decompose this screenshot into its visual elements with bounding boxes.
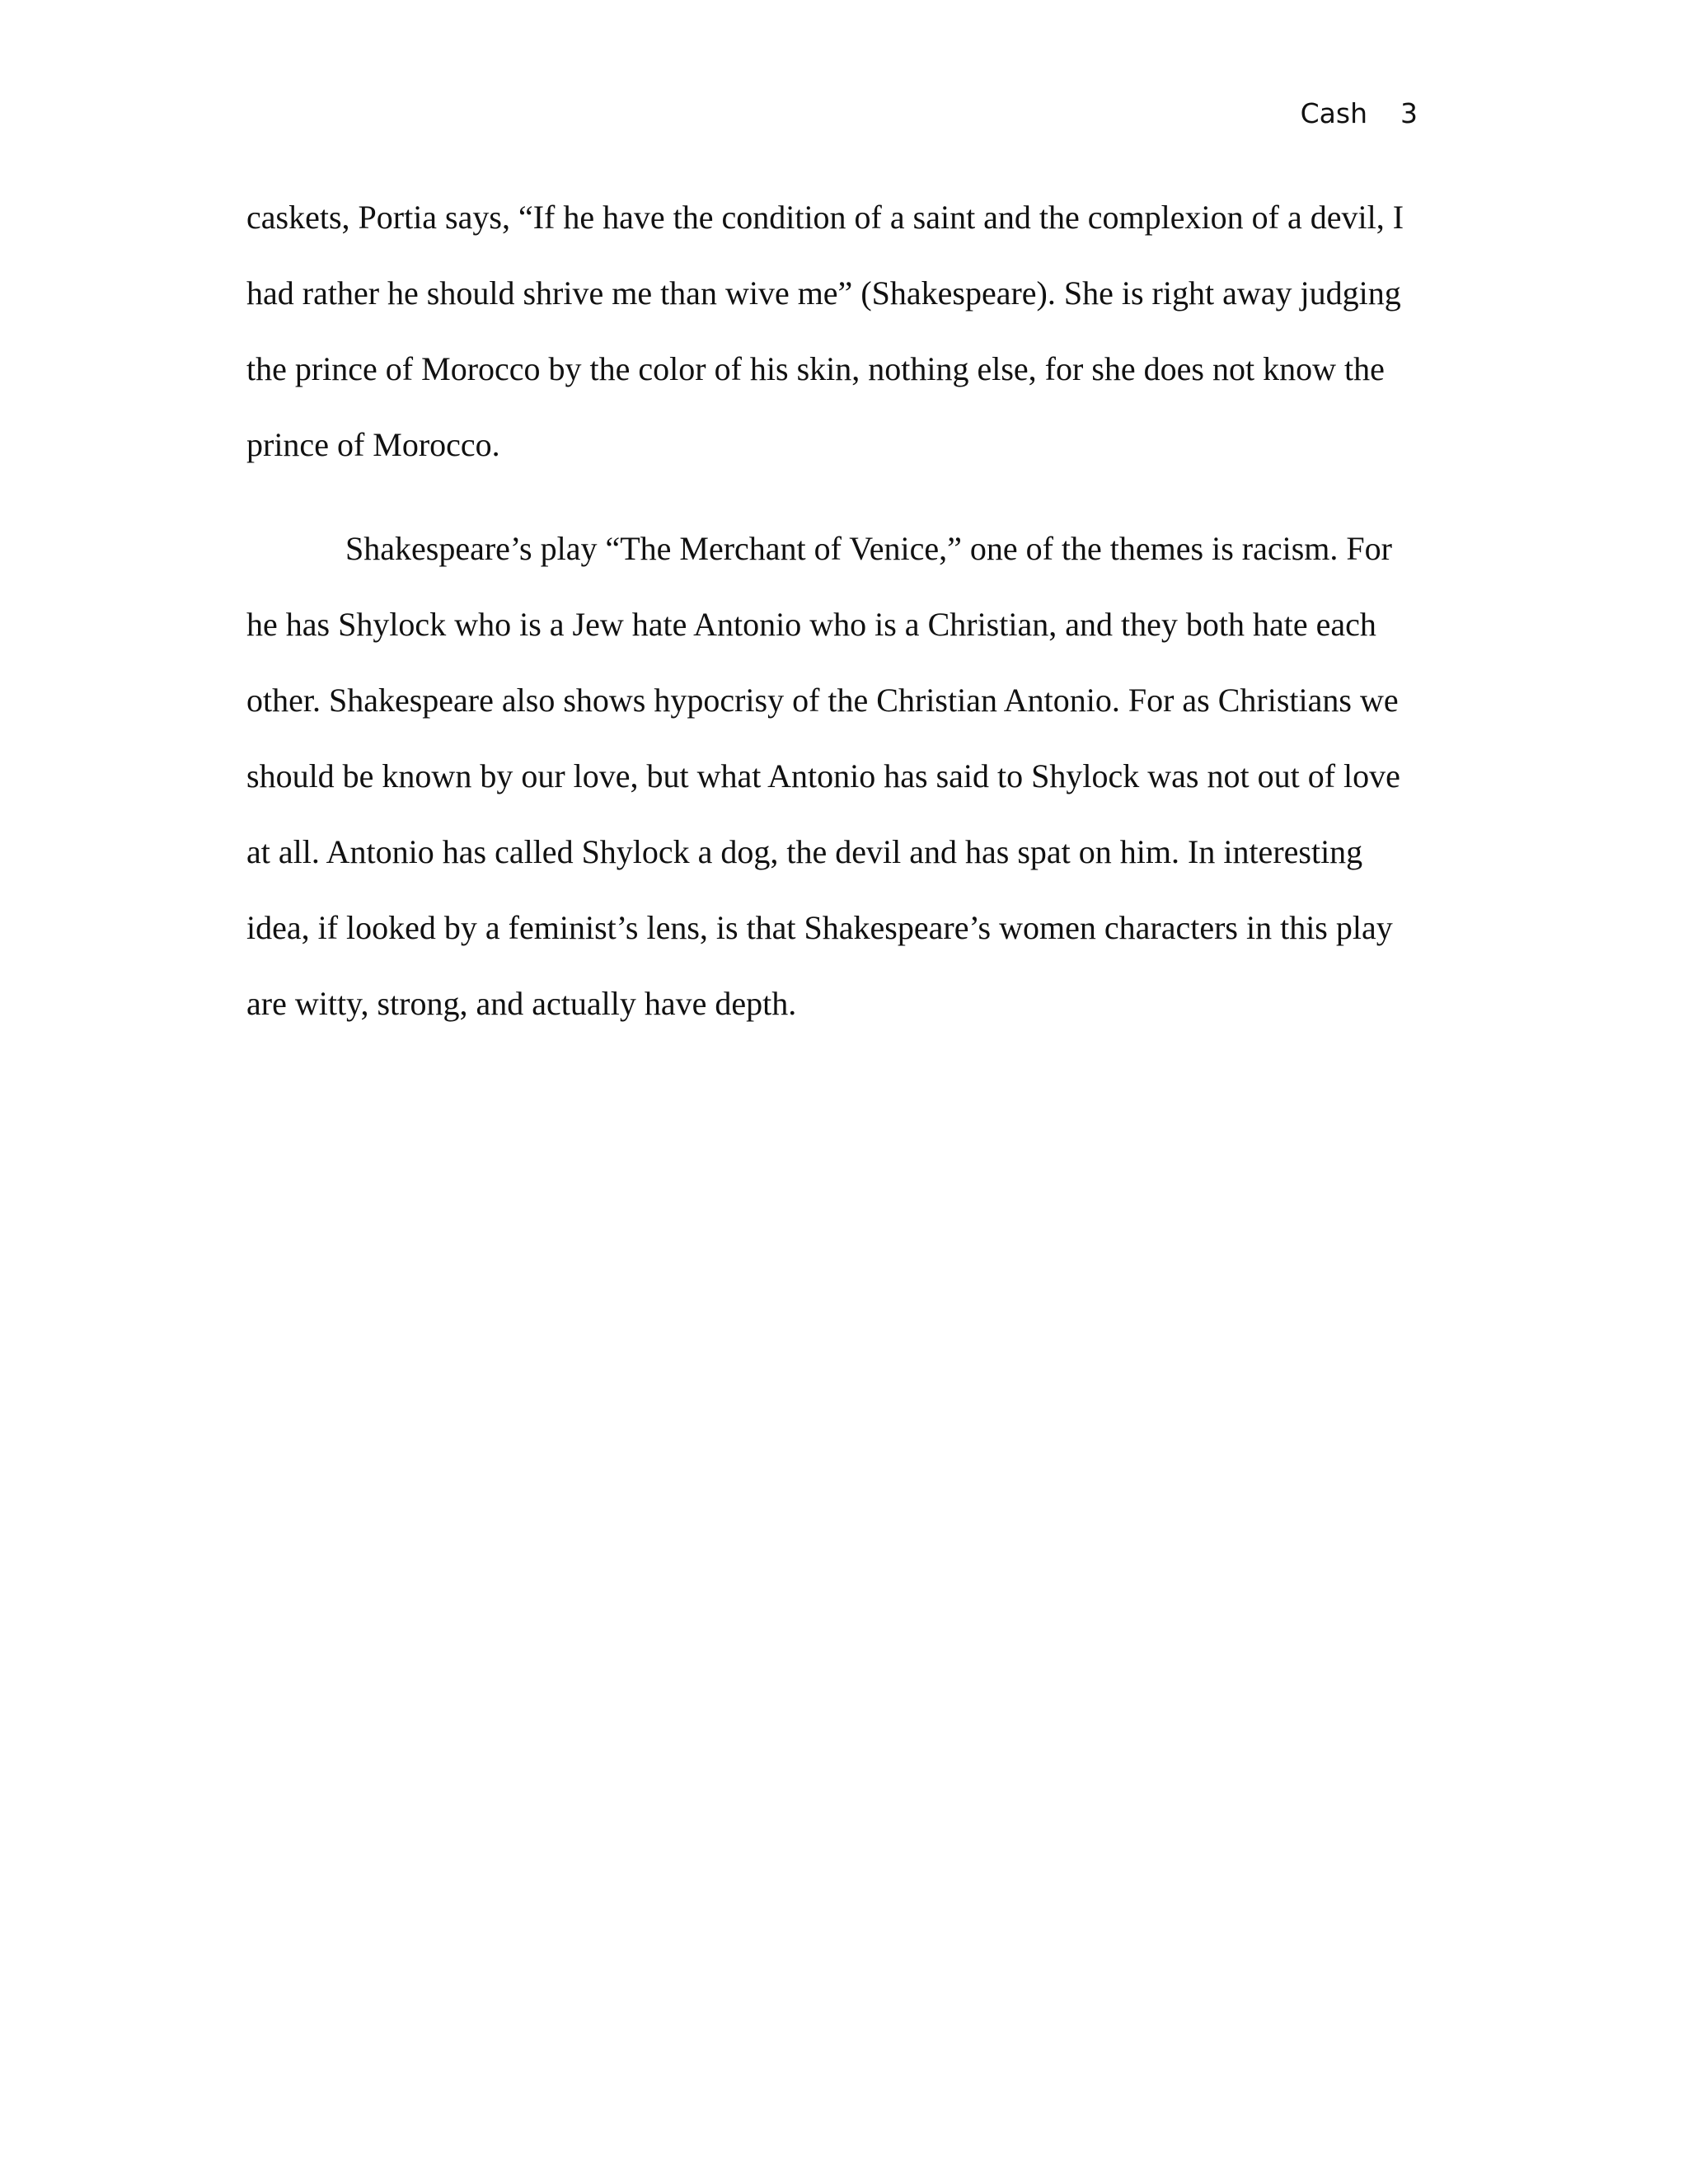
page-number: 3 xyxy=(1400,97,1418,129)
body-line: should be known by our love, but what Antonio has said to Shylock was not out of love xyxy=(246,757,1400,794)
header-author-name: Cash xyxy=(1300,97,1367,129)
body-line: he has Shylock who is a Jew hate Antonio who is a Christian, and they both hate each xyxy=(246,606,1376,643)
page-header xyxy=(1301,97,1418,129)
paragraph-2 xyxy=(246,523,1417,1053)
body-line: other. Shakespeare also shows hypocrisy of the Christian Antonio. For as Christians we xyxy=(246,682,1399,719)
body-line: caskets, Portia says, “If he have the condition of a saint and the complexion of a devil, I xyxy=(246,199,1404,236)
paragraph-1 xyxy=(246,191,1417,494)
document-body xyxy=(246,191,1417,1053)
paragraph-spacing xyxy=(246,494,1417,523)
body-line: had rather he should shrive me than wive me” (Shakespeare). She is right away judging xyxy=(246,274,1401,312)
body-line: idea, if looked by a feminist’s lens, is that Shakespeare’s women characters in this play xyxy=(246,909,1393,946)
body-line: are witty, strong, and actually have depth. xyxy=(246,985,797,1022)
body-line: prince of Morocco. xyxy=(246,426,500,463)
body-line: the prince of Morocco by the color of his skin, nothing else, for she does not know the xyxy=(246,350,1385,387)
body-line: at all. Antonio has called Shylock a dog, the devil and has spat on him. In interesting xyxy=(246,833,1363,870)
body-line: Shakespeare’s play “The Merchant of Venice,” one of the themes is racism. For xyxy=(345,530,1392,567)
